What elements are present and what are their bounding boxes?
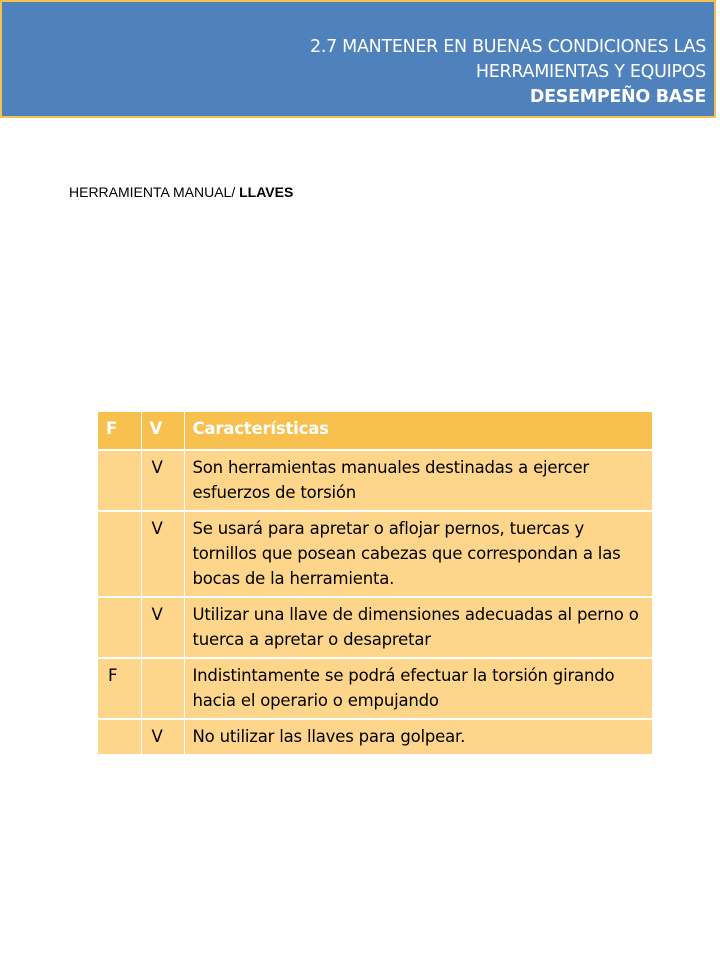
table-row	[98, 658, 652, 719]
subtitle-prefix: HERRAMIENTA MANUAL/	[69, 184, 240, 200]
header-line-2: HERRAMIENTAS Y EQUIPOS	[475, 62, 706, 82]
cell-f	[98, 719, 141, 754]
cell-f: F	[98, 658, 141, 719]
cell-v	[141, 658, 184, 719]
header-banner	[0, 0, 716, 118]
table-header-row	[98, 412, 652, 450]
cell-v: V	[141, 597, 184, 658]
cell-text: Se usará para apretar o aflojar pernos, tuercas y tornillos que posean cabezas que correspondan a las bocas de la herramienta.	[184, 511, 652, 597]
cell-text: Indistintamente se podrá efectuar la torsión girando hacia el operario o empujando	[184, 658, 652, 719]
cell-text: Son herramientas manuales destinadas a ejercer esfuerzos de torsión	[184, 450, 652, 511]
table-row	[98, 719, 652, 754]
table-row	[98, 450, 652, 511]
cell-v: V	[141, 511, 184, 597]
section-subtitle	[69, 184, 293, 200]
subtitle-bold: LLAVES	[239, 184, 294, 200]
header-f: F	[98, 412, 141, 450]
header-caracteristicas: Características	[184, 412, 652, 450]
cell-f	[98, 511, 141, 597]
cell-text: No utilizar las llaves para golpear.	[184, 719, 652, 754]
header-line-3: DESEMPEÑO BASE	[529, 87, 706, 107]
true-false-table	[98, 412, 652, 754]
cell-f	[98, 597, 141, 658]
header-line-1: 2.7 MANTENER EN BUENAS CONDICIONES LAS	[309, 37, 706, 57]
cell-v: V	[141, 450, 184, 511]
header-v: V	[141, 412, 184, 450]
cell-f	[98, 450, 141, 511]
table-row	[98, 511, 652, 597]
header-title	[310, 35, 706, 110]
cell-text: Utilizar una llave de dimensiones adecuadas al perno o tuerca a apretar o desapretar	[184, 597, 652, 658]
cell-v: V	[141, 719, 184, 754]
table-row	[98, 597, 652, 658]
